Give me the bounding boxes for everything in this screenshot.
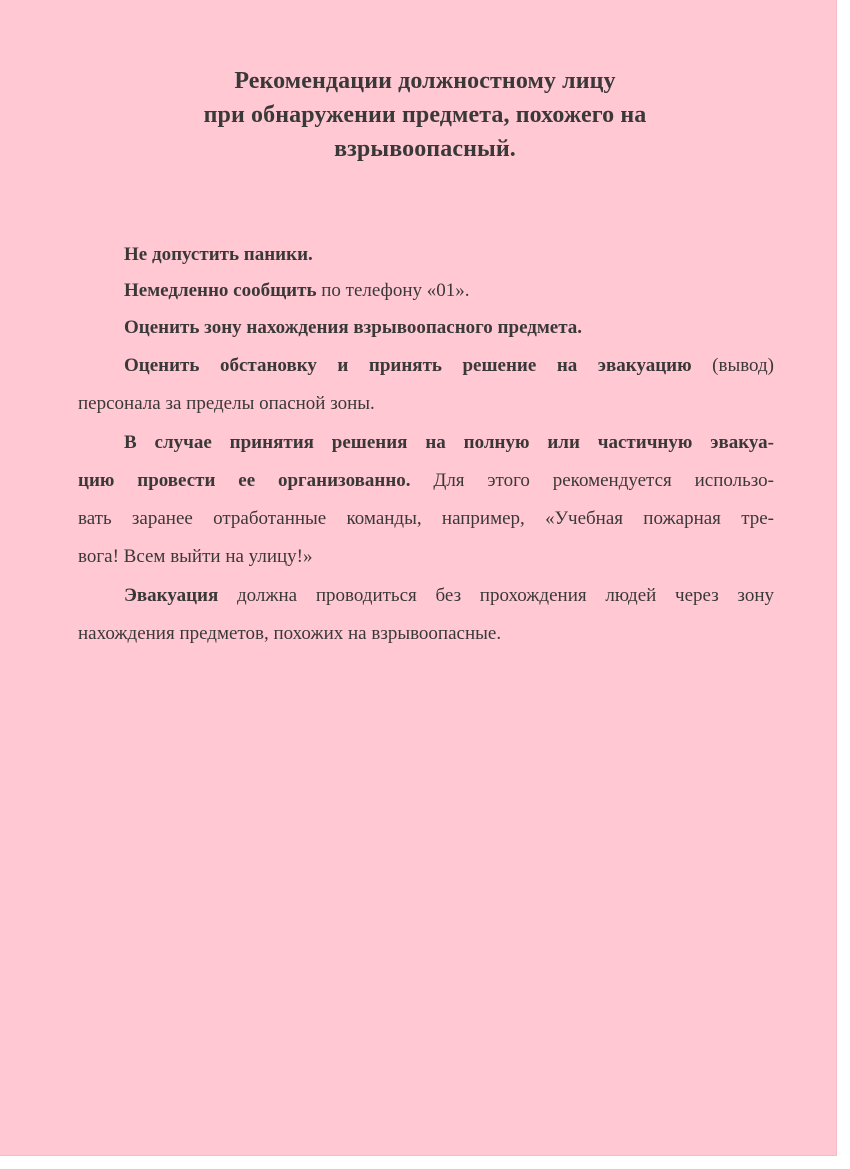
p4-bold: Оценить обстановку и принять решение на эвакуацию xyxy=(124,355,692,376)
p5-line-4: вога! Всем выйти на улицу!» xyxy=(78,546,313,567)
p5-rest-2: Для этого рекомендуется использо- xyxy=(410,470,774,491)
document-title xyxy=(0,64,850,166)
title-line-1: Рекомендации должностному лицу xyxy=(234,68,616,94)
p6-line-2: нахождения предметов, похожих на взрывоопасные. xyxy=(78,623,502,644)
paragraph-report xyxy=(78,272,774,310)
p5-line-2 xyxy=(78,462,774,500)
p5-bold-2: цию провести ее организованно. xyxy=(78,470,411,491)
p3-bold: Оценить зону нахождения взрывоопасного предмета. xyxy=(124,317,583,338)
paragraph-assess-situation xyxy=(78,347,774,423)
title-line-2: при обнаружении предмета, похожего на xyxy=(203,102,647,128)
paragraph-evacuation-organized xyxy=(78,424,774,576)
paragraph-no-panic xyxy=(78,236,774,274)
p4-line-1 xyxy=(78,347,774,385)
p4-rest: (вывод) xyxy=(691,355,774,376)
title-line-3: взрывоопасный. xyxy=(334,136,516,162)
p2-rest: по телефону «01». xyxy=(316,280,470,301)
p6-line-1 xyxy=(78,577,774,615)
p6-bold: Эвакуация xyxy=(124,585,219,606)
p4-line-2: персонала за пределы опасной зоны. xyxy=(78,393,375,414)
p5-line-3: вать заранее отработанные команды, например, «Учебная пожарная тре- xyxy=(78,508,774,529)
p2-bold: Немедленно сообщить xyxy=(124,280,317,301)
p5-line-1: В случае принятия решения на полную или частичную эвакуа- xyxy=(124,432,774,453)
p6-rest: должна проводиться без прохождения людей через зону xyxy=(218,585,774,606)
paragraph-evacuation-route xyxy=(78,577,774,653)
p1-bold: Не допустить паники. xyxy=(124,244,313,265)
paragraph-assess-zone xyxy=(78,309,774,347)
